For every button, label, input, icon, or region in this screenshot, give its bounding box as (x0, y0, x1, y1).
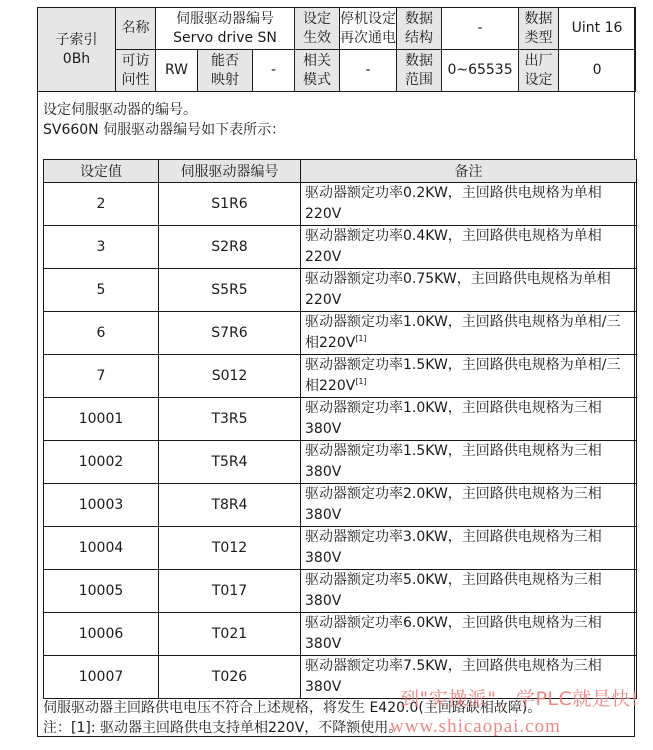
table-row (44, 355, 637, 398)
remark-cell: 驱动器额定功率0.4KW，主回路供电规格为单相220V (301, 226, 637, 269)
servo-sn-cell: S2R8 (159, 226, 301, 269)
setting-value-cell: 6 (44, 312, 159, 355)
data-structure-value: - (442, 8, 519, 50)
header-remarks: 备注 (301, 160, 637, 183)
table-row (44, 398, 637, 441)
footnote-voltage: 伺服驱动器主回路供电电压不符合上述规格，将发生 E420.0(主回路缺相故障)。 (43, 700, 542, 716)
table-row (44, 312, 637, 355)
effective-value: 停机设定再次通电 (340, 8, 397, 50)
mappable-label: 能否映射 (198, 50, 253, 92)
data-type-value: Uint 16 (559, 8, 636, 50)
table-row (44, 527, 637, 570)
subindex-value: 0Bh (62, 50, 91, 67)
servo-sn-cell: S7R6 (159, 312, 301, 355)
header-servo-sn: 伺服驱动器编号 (159, 160, 301, 183)
remark-cell: 驱动器额定功率1.0KW，主回路供电规格为三相380V (301, 398, 637, 441)
servo-sn-table (43, 159, 637, 699)
watermark-slogan: 到"实操派"，学PLC就是快! (400, 688, 639, 710)
servo-sn-cell: S012 (159, 355, 301, 398)
mappable-value: - (253, 50, 295, 92)
data-type-label: 数据类型 (519, 8, 559, 50)
setting-value-cell: 10003 (44, 484, 159, 527)
header-setting-value: 设定值 (44, 160, 159, 183)
access-value: RW (156, 50, 198, 92)
table-row (44, 613, 637, 656)
description-line-1: 设定伺服驱动器的编号。 (43, 102, 197, 118)
default-value: 0 (559, 50, 636, 92)
servo-sn-cell: T021 (159, 613, 301, 656)
remark-cell: 驱动器额定功率7.5KW，主回路供电规格为三相380V (301, 656, 637, 699)
description-line-2: SV660N 伺服驱动器编号如下表所示： (43, 122, 286, 138)
table-row (44, 226, 637, 269)
name-value: 伺服驱动器编号 Servo drive SN (156, 8, 295, 50)
table-row (44, 269, 637, 312)
remark-cell: 驱动器额定功率6.0KW，主回路供电规格为三相380V (301, 613, 637, 656)
table-row (44, 441, 637, 484)
footnote-ref-1: 注：[1]: 驱动器主回路供电支持单相220V，不降额使用。 (43, 720, 403, 736)
effective-label: 设定生效 (295, 8, 340, 50)
data-structure-label: 数据结构 (397, 8, 442, 50)
range-value: 0~65535 (442, 50, 519, 92)
setting-value-cell: 10001 (44, 398, 159, 441)
footnotes (43, 698, 541, 738)
remark-cell: 驱动器额定功率1.5KW，主回路供电规格为单相/三相220V[1] (301, 355, 637, 398)
parameter-document (37, 7, 635, 737)
servo-sn-cell: T5R4 (159, 441, 301, 484)
setting-value-cell: 10007 (44, 656, 159, 699)
servo-sn-cell: T026 (159, 656, 301, 699)
servo-sn-cell: T017 (159, 570, 301, 613)
servo-sn-cell: S5R5 (159, 269, 301, 312)
remark-cell: 驱动器额定功率2.0KW，主回路供电规格为三相380V (301, 484, 637, 527)
mode-label: 相关模式 (295, 50, 340, 92)
setting-value-cell: 3 (44, 226, 159, 269)
table-row (44, 570, 637, 613)
default-label: 出厂设定 (519, 50, 559, 92)
watermark-url: www.shicaopai.com (390, 716, 561, 737)
servo-sn-cell: T012 (159, 527, 301, 570)
setting-value-cell: 2 (44, 183, 159, 226)
range-label: 数据范围 (397, 50, 442, 92)
servo-sn-cell: T3R5 (159, 398, 301, 441)
setting-value-cell: 10006 (44, 613, 159, 656)
setting-value-cell: 10002 (44, 441, 159, 484)
name-label: 名称 (116, 8, 156, 50)
remark-cell: 驱动器额定功率0.2KW，主回路供电规格为单相220V (301, 183, 637, 226)
subindex-cell (38, 8, 116, 92)
setting-value-cell: 7 (44, 355, 159, 398)
description (43, 100, 285, 140)
remark-cell: 驱动器额定功率3.0KW，主回路供电规格为三相380V (301, 527, 637, 570)
remark-cell: 驱动器额定功率1.5KW，主回路供电规格为三相380V (301, 441, 637, 484)
remark-cell: 驱动器额定功率0.75KW，主回路供电规格为单相220V (301, 269, 637, 312)
setting-value-cell: 5 (44, 269, 159, 312)
servo-sn-cell: S1R6 (159, 183, 301, 226)
remark-cell: 驱动器额定功率5.0KW，主回路供电规格为三相380V (301, 570, 637, 613)
table-row (44, 656, 637, 699)
table-row (44, 183, 637, 226)
remark-cell: 驱动器额定功率1.0KW，主回路供电规格为单相/三相220V[1] (301, 312, 637, 355)
access-label: 可访问性 (116, 50, 156, 92)
parameter-attribute-table (37, 7, 636, 92)
subindex-label: 子索引 (55, 31, 98, 48)
setting-value-cell: 10005 (44, 570, 159, 613)
servo-sn-cell: T8R4 (159, 484, 301, 527)
setting-value-cell: 10004 (44, 527, 159, 570)
table-row (44, 484, 637, 527)
mode-value: - (340, 50, 397, 92)
